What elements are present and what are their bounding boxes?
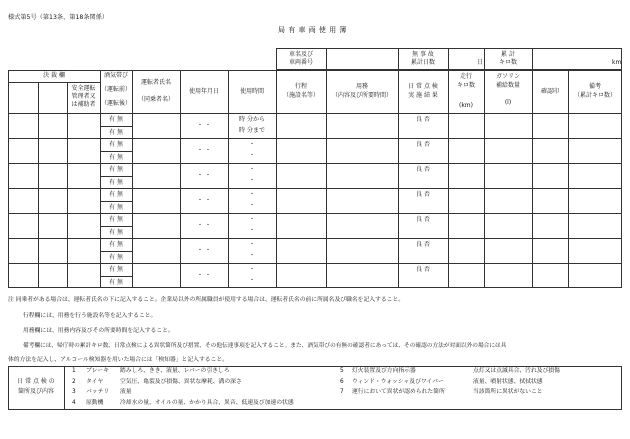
- alcohol-before-yes-no[interactable]: 有 無: [109, 166, 123, 173]
- cumulative-label: 累 計: [501, 51, 515, 58]
- alcohol-after-yes-no[interactable]: 有 無: [109, 253, 123, 261]
- inspection-result-field[interactable]: 良 否: [416, 116, 430, 123]
- usage-date-field[interactable]: ・ ・: [197, 247, 211, 254]
- note-purpose: 用務欄には、用務内容及びその所要時間を記入すること。: [23, 328, 174, 334]
- usage-date-field[interactable]: ・ ・: [197, 172, 211, 179]
- row-divider: [8, 163, 622, 164]
- time-from-field[interactable]: 時 分から: [239, 116, 265, 123]
- inspection-item-desc: 点灯又は点滅具合、汚れ及び損傷: [473, 368, 560, 374]
- distance-unit: (km): [458, 102, 473, 109]
- inspection-result-field[interactable]: 良 否: [416, 241, 430, 248]
- remarks-header: 備考: [588, 83, 601, 90]
- time-to-dot[interactable]: ・: [248, 227, 255, 234]
- form-number: 様式第5号（第13条、第18条関係）: [8, 14, 109, 21]
- half-row-divider: [100, 251, 132, 252]
- half-row-divider: [100, 151, 132, 152]
- safety-manager-header-2: 管理者又: [71, 93, 96, 100]
- alcohol-after-yes-no[interactable]: 有 無: [109, 153, 123, 161]
- distance-km-header: キロ数: [456, 82, 475, 89]
- usage-time-header: 使用時間: [239, 88, 264, 95]
- inspection-item-name: 原動機: [86, 399, 104, 406]
- alcohol-after-yes-no[interactable]: 有 無: [109, 278, 123, 286]
- usage-date-header: 使用年月日: [188, 88, 219, 95]
- alcohol-after-yes-no[interactable]: 有 無: [109, 178, 123, 186]
- inspection-box-label-2: 箇所及び内容: [17, 388, 54, 395]
- alcohol-after-yes-no[interactable]: 有 無: [109, 128, 123, 136]
- row-divider: [8, 213, 622, 214]
- inspection-item-no: 7: [340, 389, 344, 395]
- inspection-item-desc: 液量: [120, 389, 132, 395]
- fuel-header: ガソリン: [495, 73, 520, 80]
- safety-manager-header-3: は補助者: [71, 101, 96, 108]
- time-from-dot[interactable]: ・: [248, 191, 255, 198]
- inspection-item-desc: 空気圧、亀裂及び損傷、異状な摩耗、溝の深さ: [120, 378, 242, 385]
- inspection-item-name: ウィンド・ウォッシャ及びワイパー: [352, 378, 444, 385]
- alcohol-before-yes-no[interactable]: 有 無: [109, 141, 123, 148]
- remarks-subheader: （累計キロ数）: [573, 92, 616, 99]
- inspection-result-field[interactable]: 良 否: [416, 216, 430, 223]
- inspection-item-no: 5: [340, 368, 344, 374]
- vehicle-number-field[interactable]: [327, 49, 397, 69]
- time-from-dot[interactable]: ・: [248, 241, 255, 248]
- inspection-item-no: 6: [340, 378, 344, 385]
- alcohol-check-before: （運転前）: [100, 86, 131, 93]
- note-passenger: 注 同乗者がある場合は、運転者氏名の下に記入すること。企業局以外の所属職員が使用する場合は、運転者氏名の前に所属名及び職名を記入すること。: [8, 297, 405, 303]
- alcohol-after-yes-no[interactable]: 有 無: [109, 228, 123, 236]
- alcohol-check-header: 酒気帯び: [103, 72, 128, 79]
- usage-date-field[interactable]: ・ ・: [197, 147, 211, 154]
- inspection-item-desc: 液量、噴射状態、拭拭状態: [473, 378, 543, 385]
- usage-date-field[interactable]: ・ ・: [197, 272, 211, 279]
- inspection-item-no: 2: [72, 378, 76, 385]
- note-route: 行程欄には、用務を行う施設名等を記入すること。: [23, 313, 157, 319]
- purpose-header: 用務: [355, 83, 368, 90]
- time-to-dot[interactable]: ・: [248, 177, 255, 184]
- alcohol-before-yes-no[interactable]: 有 無: [109, 266, 123, 273]
- inspection-item-no: 3: [72, 389, 76, 395]
- half-row-divider: [100, 276, 132, 277]
- vehicle-number-label: 車両番号: [288, 59, 313, 66]
- inspection-box-label: 日 常 点 検 の: [17, 378, 55, 385]
- time-to-dot[interactable]: ・: [248, 202, 255, 209]
- alcohol-before-yes-no[interactable]: 有 無: [109, 216, 123, 223]
- passenger-name-header: （同乗者名）: [137, 96, 174, 103]
- page-title: 局 有 車 両 使 用 簿: [278, 26, 347, 34]
- half-row-divider: [100, 201, 132, 202]
- half-row-divider: [100, 176, 132, 177]
- row-divider: [8, 188, 622, 189]
- fuel-quantity-header: 補給数量: [495, 82, 520, 89]
- time-to-dot[interactable]: ・: [248, 277, 255, 284]
- inspection-item-desc: 踏みしろ、きき、液量、レバーの引きしろ: [120, 368, 230, 374]
- time-to-dot[interactable]: ・: [248, 252, 255, 259]
- alcohol-before-yes-no[interactable]: 有 無: [109, 241, 123, 248]
- time-from-dot[interactable]: ・: [248, 216, 255, 223]
- inspection-item-name: バッテリ: [86, 389, 110, 395]
- driver-name-header: 運転者氏名: [140, 79, 171, 86]
- inspection-item-name: タイヤ: [86, 378, 104, 385]
- time-to-field[interactable]: 時 分まで: [239, 127, 265, 134]
- safety-manager-header: 安全運転: [71, 85, 96, 92]
- km-unit: km: [612, 59, 622, 66]
- row-divider: [8, 263, 622, 264]
- row-divider: [8, 238, 622, 239]
- row-divider: [8, 138, 622, 139]
- accident-free-label: 無 事 故: [412, 51, 434, 58]
- inspection-item-no: 4: [72, 399, 76, 406]
- inspection-result-field[interactable]: 良 否: [416, 266, 430, 273]
- route-subheader: （施設名等）: [282, 92, 319, 99]
- purpose-subheader: （内容及び所要時間）: [331, 92, 392, 99]
- cumulative-km-label: キロ数: [498, 59, 517, 66]
- time-from-dot[interactable]: ・: [248, 266, 255, 273]
- distance-header: 走行: [459, 73, 472, 80]
- inspection-item-name: 灯火装置及び方向指示器: [352, 368, 416, 374]
- time-from-dot[interactable]: ・: [248, 141, 255, 148]
- confirm-seal-header: 確認印: [540, 88, 559, 95]
- note-remarks: 備考欄には、帰庁時の累計キロ数、日常点検による異状箇所及び措置、その他伝達事項を記入すること。また、酒気帯びの有無の確認者にあっては、その確認の方法が対面以外の場合には具: [23, 343, 507, 349]
- accident-free-days-label: 累計日数: [410, 59, 435, 66]
- inspection-header: 日 常 点 検: [408, 83, 438, 90]
- inspection-item-desc: 冷却水の量、オイルの量、かかり具合、異音、低速及び加速の状態: [120, 399, 294, 406]
- time-from-dot[interactable]: ・: [248, 166, 255, 173]
- usage-date-field[interactable]: ・ ・: [197, 222, 211, 229]
- fuel-unit: (l): [504, 99, 512, 106]
- usage-date-field[interactable]: ・ ・: [197, 122, 211, 129]
- inspection-result-header: 実 施 結 果: [408, 92, 438, 99]
- vehicle-name-label: 車名及び: [288, 51, 313, 58]
- inspection-result-field[interactable]: 良 否: [416, 141, 430, 148]
- alcohol-check-after: （運転後）: [100, 100, 131, 107]
- inspection-item-name: ブレーキ: [86, 368, 109, 374]
- alcohol-after-yes-no[interactable]: 有 無: [109, 203, 123, 211]
- route-header: 行程: [294, 83, 307, 90]
- inspection-result-field[interactable]: 良 否: [416, 191, 430, 198]
- inspection-item-desc: 当該箇所に異状がないこと: [473, 389, 543, 395]
- half-row-divider: [100, 126, 132, 127]
- inspection-item-name: 運行において異状が認められた箇所: [352, 389, 445, 395]
- time-to-dot[interactable]: ・: [248, 152, 255, 159]
- alcohol-before-yes-no[interactable]: 有 無: [109, 116, 123, 123]
- day-unit: 日: [477, 59, 484, 66]
- note-remarks-cont: 体的方法を記入し、アルコール検知器を用いた場合には「検知器」と記入すること。: [8, 357, 228, 363]
- half-row-divider: [100, 226, 132, 227]
- usage-date-field[interactable]: ・ ・: [197, 197, 211, 204]
- inspection-result-field[interactable]: 良 否: [416, 166, 430, 173]
- inspection-item-no: 1: [72, 368, 76, 374]
- approval-column-header: 決 裁 欄: [43, 72, 65, 79]
- alcohol-before-yes-no[interactable]: 有 無: [109, 191, 123, 198]
